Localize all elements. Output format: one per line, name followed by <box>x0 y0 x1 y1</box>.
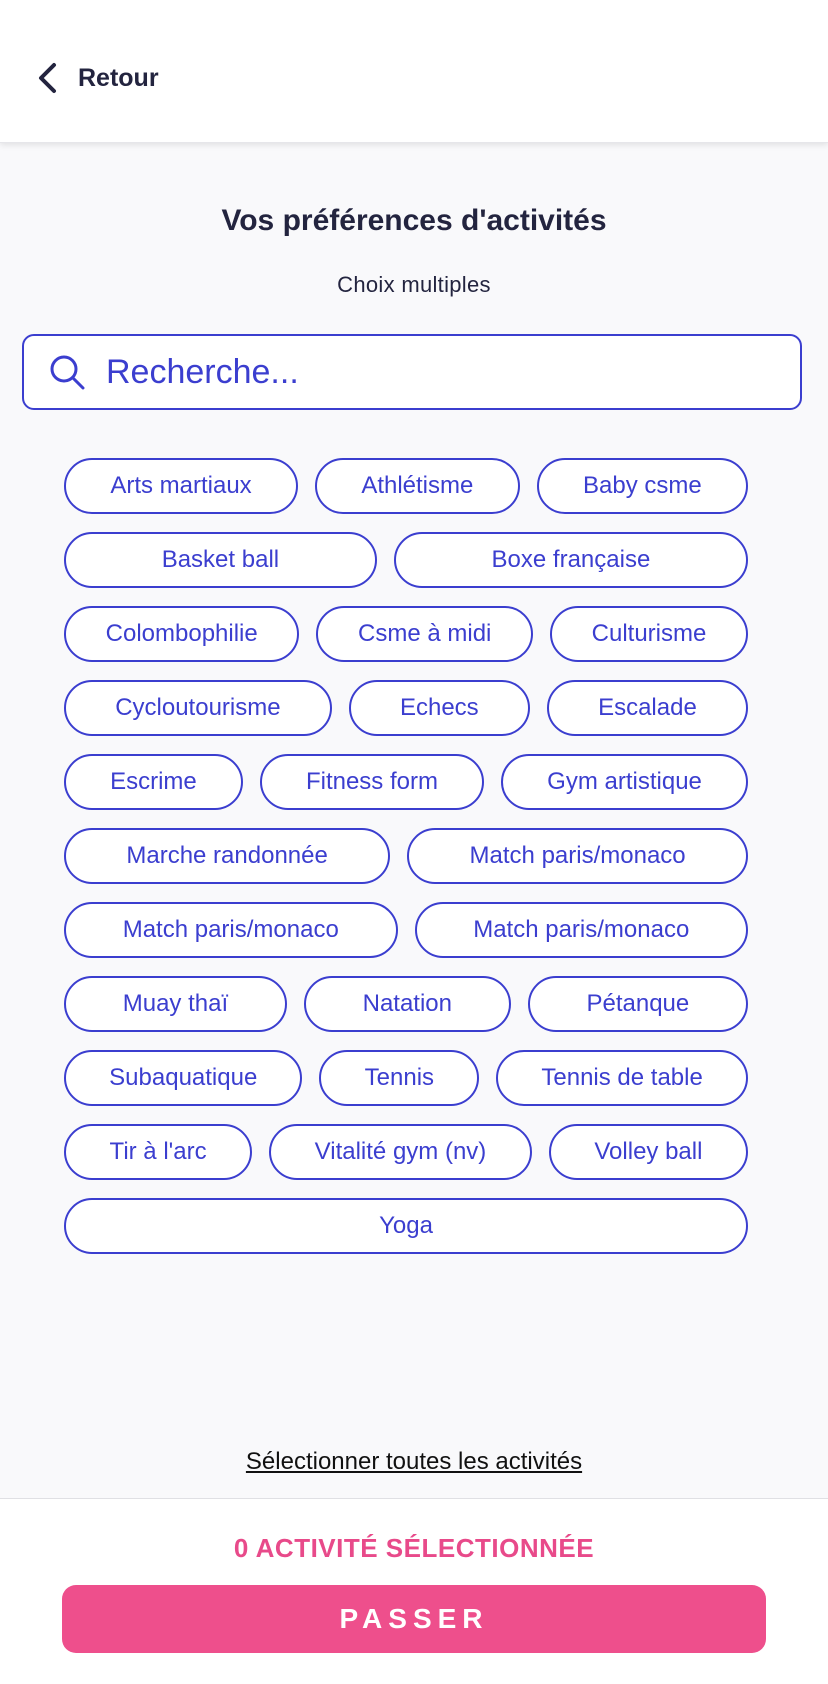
activity-chip-match-paris-monaco[interactable]: Match paris/monaco <box>407 828 748 884</box>
chip-row <box>64 976 748 1032</box>
activity-chip-fitness-form[interactable]: Fitness form <box>260 754 484 810</box>
activity-chip-volley-ball[interactable]: Volley ball <box>549 1124 748 1180</box>
activity-chip-subaquatique[interactable]: Subaquatique <box>64 1050 302 1106</box>
activity-chip-match-paris-monaco[interactable]: Match paris/monaco <box>415 902 749 958</box>
chip-row <box>64 1124 748 1180</box>
selected-count: 0 ACTIVITÉ SÉLECTIONNÉE <box>233 1533 595 1563</box>
activity-chip-tennis-de-table[interactable]: Tennis de table <box>496 1050 748 1106</box>
select-all-link[interactable]: Sélectionner toutes les activités <box>245 1448 583 1475</box>
chip-row <box>64 902 748 958</box>
activity-chip-basket-ball[interactable]: Basket ball <box>64 532 377 588</box>
activity-chip-muay-thai[interactable]: Muay thaï <box>64 976 287 1032</box>
chip-row <box>64 532 748 588</box>
chip-row <box>64 606 748 662</box>
activity-chip-arts-martiaux[interactable]: Arts martiaux <box>64 458 298 514</box>
activity-chip-cycloutourisme[interactable]: Cycloutourisme <box>64 680 332 736</box>
activity-chip-gym-artistique[interactable]: Gym artistique <box>501 754 748 810</box>
search-input[interactable] <box>104 352 748 393</box>
activity-chip-vitalite-gym[interactable]: Vitalité gym (nv) <box>269 1124 532 1180</box>
search-box <box>22 334 802 410</box>
activity-chip-echecs[interactable]: Echecs <box>349 680 530 736</box>
chip-row <box>64 680 748 736</box>
activity-chip-tennis[interactable]: Tennis <box>319 1050 479 1106</box>
activity-chip-boxe-francaise[interactable]: Boxe française <box>394 532 748 588</box>
bottom-bar <box>0 1498 828 1684</box>
back-button[interactable] <box>36 62 159 94</box>
activity-chip-yoga[interactable]: Yoga <box>64 1198 748 1254</box>
activity-chip-colombophilie[interactable]: Colombophilie <box>64 606 299 662</box>
search-icon <box>48 353 86 391</box>
activity-chip-match-paris-monaco[interactable]: Match paris/monaco <box>64 902 398 958</box>
activity-chip-escrime[interactable]: Escrime <box>64 754 243 810</box>
activity-chip-culturisme[interactable]: Culturisme <box>550 606 748 662</box>
page-title: Vos préférences d'activités <box>221 204 607 237</box>
chip-row <box>64 828 748 884</box>
activity-chip-escalade[interactable]: Escalade <box>547 680 748 736</box>
activity-chip-list <box>64 458 748 1272</box>
chevron-left-icon <box>36 62 58 94</box>
page-subtitle: Choix multiples <box>337 272 491 297</box>
activity-chip-baby-csme[interactable]: Baby csme <box>537 458 748 514</box>
chip-row <box>64 1198 748 1254</box>
top-bar <box>0 0 828 143</box>
activity-chip-natation[interactable]: Natation <box>304 976 511 1032</box>
chip-row <box>64 754 748 810</box>
activity-chip-petanque[interactable]: Pétanque <box>528 976 748 1032</box>
chip-row <box>64 458 748 514</box>
chip-row <box>64 1050 748 1106</box>
pass-button[interactable]: PASSER <box>62 1585 766 1653</box>
activity-chip-marche-randonnee[interactable]: Marche randonnée <box>64 828 390 884</box>
activity-chip-athletisme[interactable]: Athlétisme <box>315 458 520 514</box>
activity-chip-tir-a-l-arc[interactable]: Tir à l'arc <box>64 1124 252 1180</box>
activity-chip-csme-a-midi[interactable]: Csme à midi <box>316 606 533 662</box>
back-label: Retour <box>78 63 159 92</box>
